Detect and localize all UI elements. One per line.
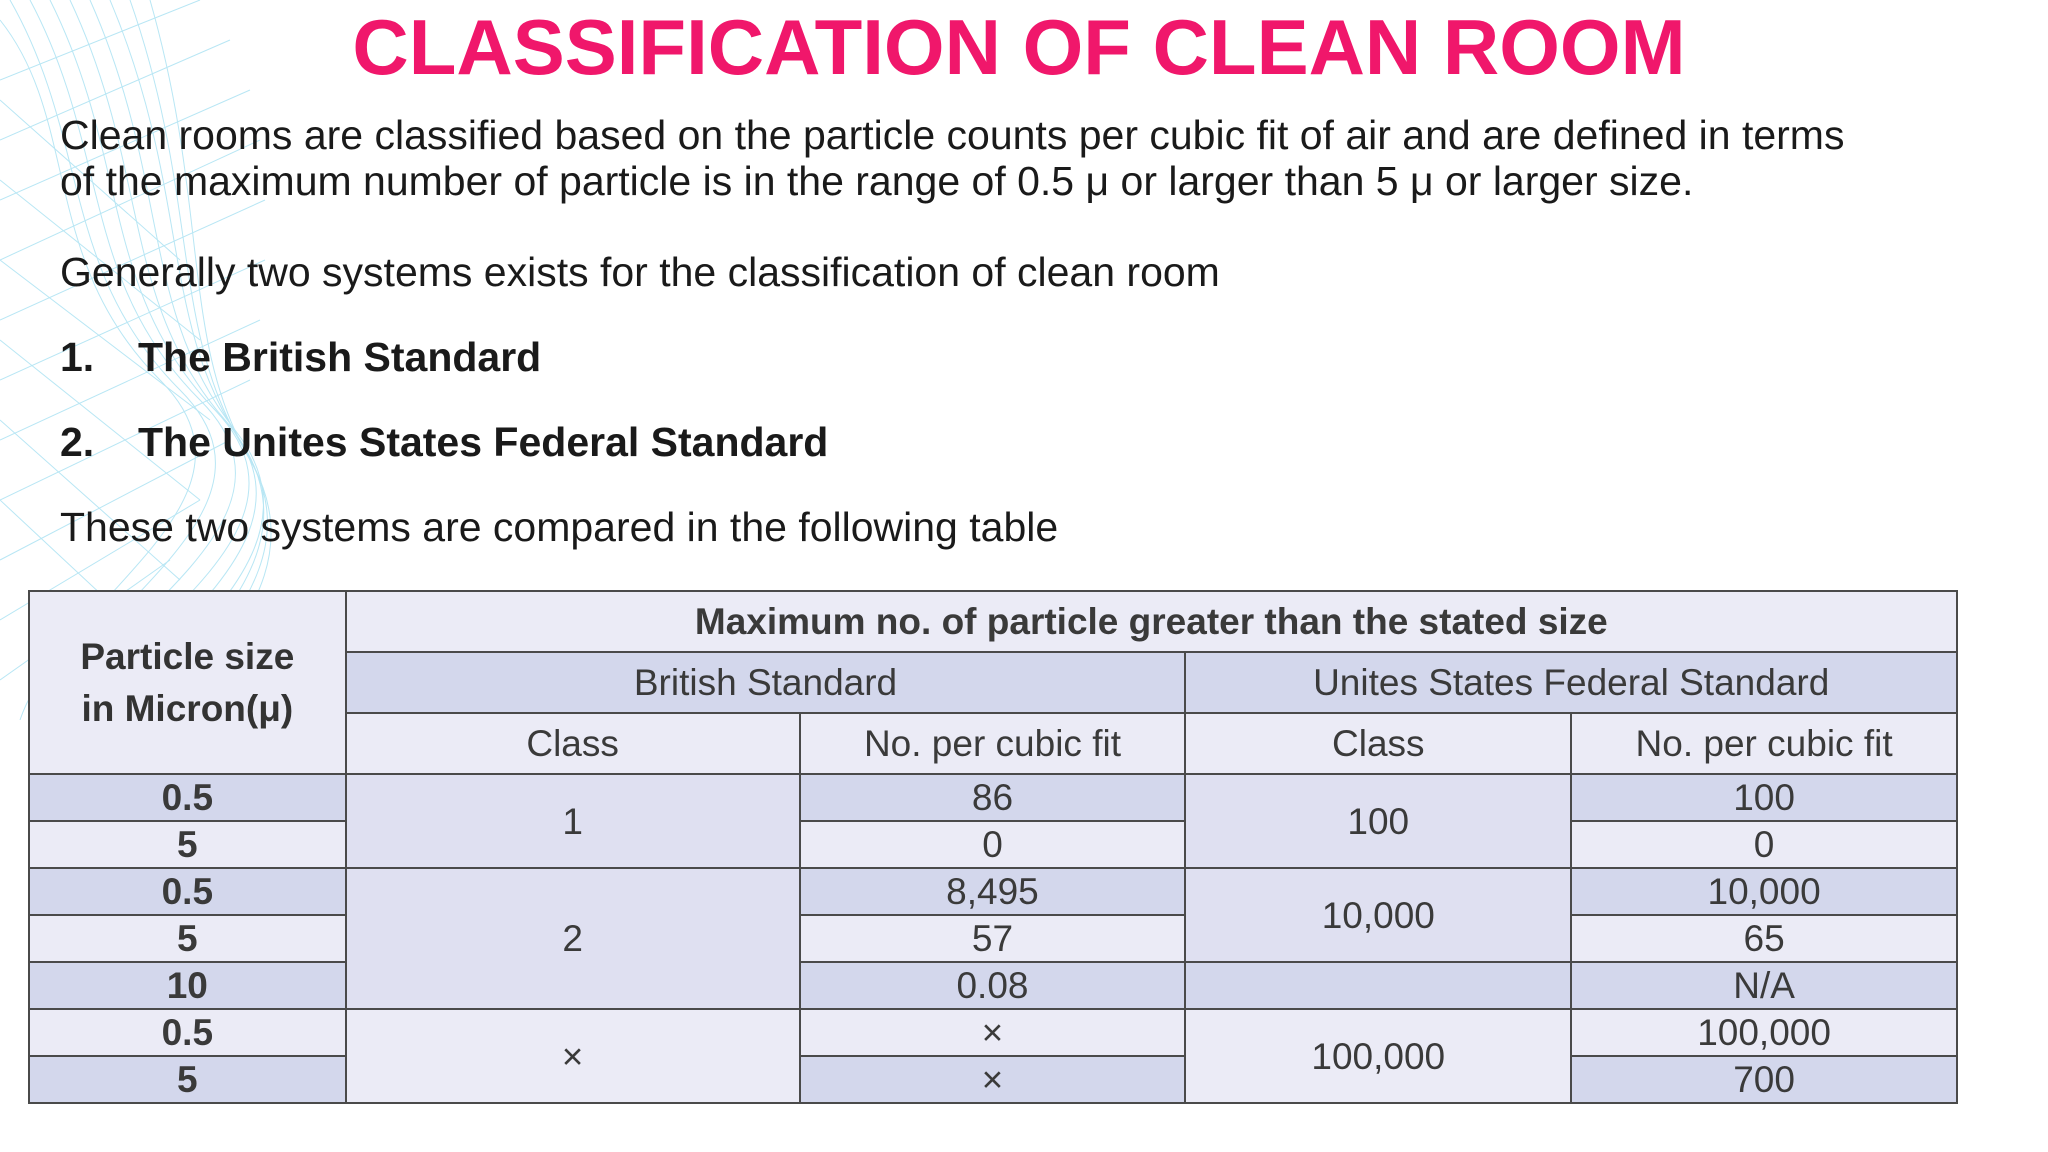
us-count-header: No. per cubic fit <box>1571 713 1957 774</box>
us-count-cell: 10,000 <box>1571 868 1957 915</box>
us-count-cell: 65 <box>1571 915 1957 962</box>
british-standard-header: British Standard <box>346 652 1186 713</box>
standard-label: The British Standard <box>138 334 542 380</box>
intro-line-1: Clean rooms are classified based on the particle counts per cubic fit of air and are defined in terms <box>60 112 1845 158</box>
systems-intro-text: Generally two systems exists for the classification of clean room <box>60 249 1220 295</box>
standard-item-british <box>60 334 541 380</box>
intro-line-2: of the maximum number of particle is in the range of 0.5 μ or larger than 5 μ or larger size. <box>60 158 1694 204</box>
table-row <box>29 1056 1957 1103</box>
british-count-cell: 0 <box>800 821 1186 868</box>
british-count-cell: 0.08 <box>800 962 1186 1009</box>
standard-number: 1. <box>60 334 95 380</box>
british-count-cell: × <box>800 1056 1186 1103</box>
particle-size-header-line-1: Particle size <box>80 635 295 677</box>
particle-size-cell: 10 <box>29 962 346 1009</box>
standard-item-us <box>60 419 828 465</box>
standard-label: The Unites States Federal Standard <box>138 419 829 465</box>
table-row <box>29 915 1957 962</box>
british-class-cell: 2 <box>346 868 800 1009</box>
british-class-cell: 1 <box>346 774 800 868</box>
us-count-cell: N/A <box>1571 962 1957 1009</box>
table-row <box>29 868 1957 915</box>
particle-size-cell: 0.5 <box>29 868 346 915</box>
particle-size-cell: 5 <box>29 1056 346 1103</box>
british-count-header: No. per cubic fit <box>800 713 1186 774</box>
table-row <box>29 1009 1957 1056</box>
british-class-header: Class <box>346 713 800 774</box>
us-class-cell: 100,000 <box>1185 1009 1571 1103</box>
particle-size-header-line-2: in Micron(μ) <box>81 687 294 729</box>
particle-size-cell: 5 <box>29 915 346 962</box>
us-class-cell-empty <box>1185 962 1571 1009</box>
particle-size-cell: 5 <box>29 821 346 868</box>
british-count-cell: 8,495 <box>800 868 1186 915</box>
table-row <box>29 774 1957 821</box>
table-row <box>29 821 1957 868</box>
us-standard-header: Unites States Federal Standard <box>1185 652 1957 713</box>
british-count-cell: × <box>800 1009 1186 1056</box>
us-class-header: Class <box>1185 713 1571 774</box>
us-count-cell: 100 <box>1571 774 1957 821</box>
us-count-cell: 0 <box>1571 821 1957 868</box>
us-class-cell: 10,000 <box>1185 868 1571 962</box>
table-row <box>29 962 1957 1009</box>
table-intro-text: These two systems are compared in the following table <box>60 504 1059 550</box>
us-count-cell: 700 <box>1571 1056 1957 1103</box>
standard-number: 2. <box>60 419 95 465</box>
british-class-cell: × <box>346 1009 800 1103</box>
comparison-table <box>28 590 1958 1104</box>
british-count-cell: 57 <box>800 915 1186 962</box>
intro-paragraph <box>60 112 1960 204</box>
particle-size-cell: 0.5 <box>29 1009 346 1056</box>
us-count-cell: 100,000 <box>1571 1009 1957 1056</box>
us-class-cell: 100 <box>1185 774 1571 868</box>
british-count-cell: 86 <box>800 774 1186 821</box>
page-title: CLASSIFICATION OF CLEAN ROOM <box>352 3 1686 91</box>
max-particles-header: Maximum no. of particle greater than the stated size <box>346 591 1957 652</box>
particle-size-header <box>29 591 346 774</box>
particle-size-cell: 0.5 <box>29 774 346 821</box>
